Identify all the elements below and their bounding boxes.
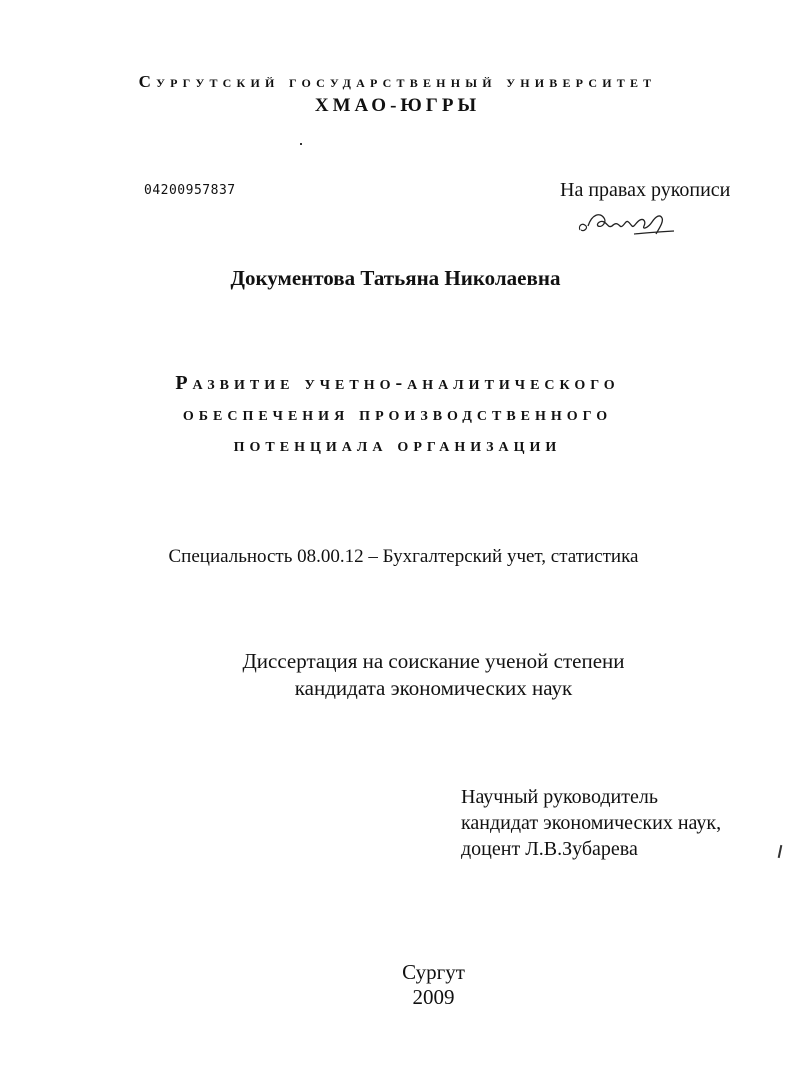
scan-mark [778,845,783,858]
dissertation-title-line-3: потенциала организации [233,434,562,456]
supervisor-degree: кандидат экономических наук, [461,812,722,834]
dissertation-title-line-1: Развитие учетно-аналитического [175,372,620,394]
handwritten-signature [574,206,684,240]
scan-speck [300,143,302,145]
university-region: ХМАО-ЮГРЫ [314,95,481,116]
year: 2009 [412,985,455,1009]
dissertation-title-line-2: обеспечения производственного [182,403,613,425]
author-name: Документова Татьяна Николаевна [230,266,561,290]
catalog-number: 04200957837 [144,183,236,198]
supervisor-name: доцент Л.В.Зубарева [461,838,638,860]
degree-line-2: кандидата экономических наук [294,676,573,700]
supervisor-role: Научный руководитель [461,786,658,808]
university-name: Сургутский государственный университет [138,72,657,91]
city: Сургут [402,960,465,984]
manuscript-rights-note: На правах рукописи [560,179,731,201]
specialty: Специальность 08.00.12 – Бухгалтерский учет, статистика [168,546,639,567]
degree-line-1: Диссертация на соискание ученой степени [242,649,625,673]
